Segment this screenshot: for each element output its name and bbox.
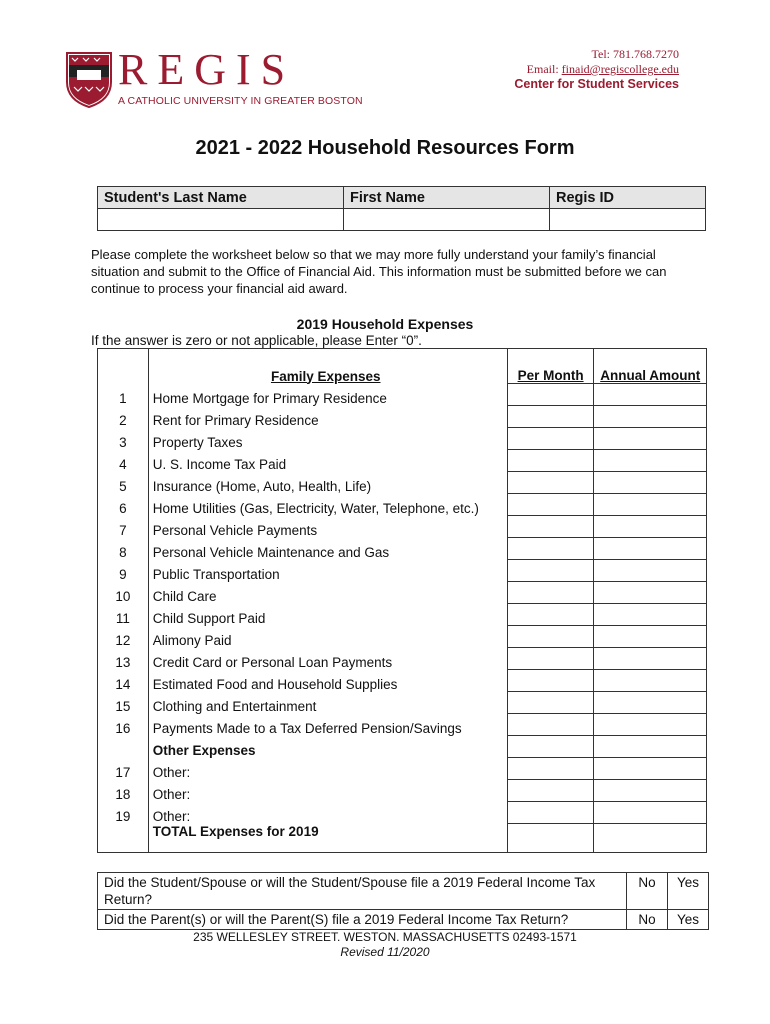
logo-wordmark: REGIS <box>118 45 296 94</box>
other-expenses-heading: Other Expenses <box>148 736 507 758</box>
per-month-field[interactable] <box>507 802 594 824</box>
parent-tax-yes[interactable]: Yes <box>668 910 709 930</box>
expense-number: 12 <box>98 626 149 648</box>
annual-amount-field[interactable] <box>594 802 707 824</box>
per-month-field[interactable] <box>507 604 594 626</box>
expense-row <box>98 582 707 604</box>
expense-number: 13 <box>98 648 149 670</box>
email-label: Email: <box>526 62 562 76</box>
expense-number: 11 <box>98 604 149 626</box>
other-expenses-row <box>98 736 707 758</box>
expense-label: Credit Card or Personal Loan Payments <box>148 648 507 670</box>
expense-label: Other: <box>148 758 507 780</box>
parent-tax-question: Did the Parent(s) or will the Parent(S) file a 2019 Federal Income Tax Return? <box>98 910 627 930</box>
expenses-table <box>97 348 707 853</box>
per-month-field[interactable] <box>507 582 594 604</box>
expense-number: 4 <box>98 450 149 472</box>
office-name: Center for Student Services <box>514 77 679 91</box>
annual-amount-field[interactable] <box>594 494 707 516</box>
expense-label: Estimated Food and Household Supplies <box>148 670 507 692</box>
expense-row <box>98 692 707 714</box>
expense-row <box>98 450 707 472</box>
annual-amount-field[interactable] <box>594 516 707 538</box>
expense-label: Alimony Paid <box>148 626 507 648</box>
annual-amount-field[interactable] <box>594 648 707 670</box>
annual-amount-field[interactable] <box>594 604 707 626</box>
per-month-field[interactable] <box>507 406 594 428</box>
expense-label: Home Utilities (Gas, Electricity, Water, Telephone, etc.) <box>148 494 507 516</box>
expense-number: 17 <box>98 758 149 780</box>
expense-label: Child Support Paid <box>148 604 507 626</box>
annual-amount-field[interactable] <box>594 560 707 582</box>
total-per-month-field[interactable] <box>507 824 594 853</box>
first-name-header: First Name <box>344 187 550 209</box>
annual-amount-field[interactable] <box>594 472 707 494</box>
expense-label: Rent for Primary Residence <box>148 406 507 428</box>
phone-number: Tel: 781.768.7270 <box>591 47 679 61</box>
regis-id-header: Regis ID <box>550 187 706 209</box>
parent-tax-no[interactable]: No <box>627 910 668 930</box>
expenses-header-row <box>98 349 707 384</box>
expense-row <box>98 472 707 494</box>
logo-tagline: A CATHOLIC UNIVERSITY IN GREATER BOSTON <box>118 95 363 107</box>
expense-number: 1 <box>98 384 149 406</box>
per-month-field[interactable] <box>507 472 594 494</box>
student-tax-no[interactable]: No <box>627 873 668 910</box>
expense-row <box>98 516 707 538</box>
annual-amount-field[interactable] <box>594 780 707 802</box>
per-month-field[interactable] <box>507 714 594 736</box>
per-month-field[interactable] <box>507 538 594 560</box>
per-month-field[interactable] <box>507 692 594 714</box>
expense-number: 3 <box>98 428 149 450</box>
expense-label: Clothing and Entertainment <box>148 692 507 714</box>
expense-row <box>98 648 707 670</box>
expenses-section-title: 2019 Household Expenses <box>296 316 474 332</box>
per-month-field[interactable] <box>507 648 594 670</box>
zero-note: If the answer is zero or not applicable, please Enter “0”. <box>91 333 422 348</box>
student-id-table <box>97 186 706 231</box>
expense-row <box>98 538 707 560</box>
expense-row <box>98 758 707 780</box>
annual-amount-field[interactable] <box>594 692 707 714</box>
per-month-field[interactable] <box>507 626 594 648</box>
footer-revised: Revised 11/2020 <box>340 945 430 959</box>
expense-number: 8 <box>98 538 149 560</box>
regis-id-field[interactable] <box>550 209 706 231</box>
email-line <box>514 62 679 77</box>
annual-amount-field[interactable] <box>594 714 707 736</box>
expense-label: Other: <box>148 802 507 824</box>
annual-amount-field[interactable] <box>594 582 707 604</box>
expense-row <box>98 670 707 692</box>
per-month-field[interactable] <box>507 428 594 450</box>
contact-block <box>514 47 679 92</box>
per-month-field[interactable] <box>507 670 594 692</box>
expense-row <box>98 626 707 648</box>
expense-number: 6 <box>98 494 149 516</box>
per-month-field[interactable] <box>507 758 594 780</box>
student-tax-yes[interactable]: Yes <box>668 873 709 910</box>
expense-row <box>98 560 707 582</box>
expense-number: 15 <box>98 692 149 714</box>
per-month-field[interactable] <box>507 780 594 802</box>
expense-number: 18 <box>98 780 149 802</box>
form-title: 2021 - 2022 Household Resources Form <box>195 137 575 159</box>
expense-number: 16 <box>98 714 149 736</box>
expense-label: Payments Made to a Tax Deferred Pension/Savings <box>148 714 507 736</box>
expense-number: 7 <box>98 516 149 538</box>
annual-amount-header: Annual Amount <box>594 349 707 384</box>
expense-label: Public Transportation <box>148 560 507 582</box>
per-month-field[interactable] <box>507 384 594 406</box>
regis-logo <box>66 45 363 110</box>
tax-return-table <box>97 872 709 930</box>
first-name-field[interactable] <box>344 209 550 231</box>
annual-amount-field[interactable] <box>594 428 707 450</box>
expense-label: Personal Vehicle Payments <box>148 516 507 538</box>
per-month-field[interactable] <box>507 494 594 516</box>
expense-label: Child Care <box>148 582 507 604</box>
parent-tax-row <box>98 910 709 930</box>
expense-label: U. S. Income Tax Paid <box>148 450 507 472</box>
expense-row <box>98 714 707 736</box>
expense-row <box>98 384 707 406</box>
expense-row <box>98 494 707 516</box>
annual-amount-field[interactable] <box>594 384 707 406</box>
expense-label: Home Mortgage for Primary Residence <box>148 384 507 406</box>
number-header <box>98 349 149 384</box>
family-expenses-header: Family Expenses <box>148 349 507 384</box>
per-month-field[interactable] <box>507 516 594 538</box>
instructions-text: Please complete the worksheet below so that we may more fully understand your family’s financial situation and submit to the Office of Financial Aid. This information must be submitted before we can continue to process your financial aid award. <box>91 247 667 296</box>
expense-label: Insurance (Home, Auto, Health, Life) <box>148 472 507 494</box>
expense-row <box>98 428 707 450</box>
student-tax-question: Did the Student/Spouse or will the Student/Spouse file a 2019 Federal Income Tax Return? <box>98 873 627 910</box>
annual-amount-field[interactable] <box>594 450 707 472</box>
expense-label: Other: <box>148 780 507 802</box>
crest-icon <box>66 52 112 108</box>
expense-number: 5 <box>98 472 149 494</box>
email-link[interactable]: finaid@regiscollege.edu <box>561 62 679 76</box>
expense-row <box>98 780 707 802</box>
last-name-field[interactable] <box>98 209 344 231</box>
annual-amount-field[interactable] <box>594 406 707 428</box>
expense-row <box>98 604 707 626</box>
annual-amount-field[interactable] <box>594 626 707 648</box>
per-month-field[interactable] <box>507 560 594 582</box>
expense-number: 14 <box>98 670 149 692</box>
total-row <box>98 824 707 853</box>
expense-number: 19 <box>98 802 149 824</box>
expense-row <box>98 406 707 428</box>
total-label: TOTAL Expenses for 2019 <box>148 824 507 853</box>
total-annual-field[interactable] <box>594 824 707 853</box>
per-month-header: Per Month <box>507 349 594 384</box>
expense-label: Property Taxes <box>148 428 507 450</box>
other-per-month-cell <box>507 736 594 758</box>
annual-amount-field[interactable] <box>594 758 707 780</box>
per-month-field[interactable] <box>507 450 594 472</box>
other-annual-cell <box>594 736 707 758</box>
expense-number: 10 <box>98 582 149 604</box>
annual-amount-field[interactable] <box>594 538 707 560</box>
student-tax-row <box>98 873 709 910</box>
expense-label: Personal Vehicle Maintenance and Gas <box>148 538 507 560</box>
last-name-header: Student's Last Name <box>98 187 344 209</box>
expense-number: 2 <box>98 406 149 428</box>
footer-address: 235 WELLESLEY STREET. WESTON. MASSACHUSETTS 02493-1571 <box>193 930 577 944</box>
annual-amount-field[interactable] <box>594 670 707 692</box>
expense-row <box>98 802 707 824</box>
expense-number: 9 <box>98 560 149 582</box>
